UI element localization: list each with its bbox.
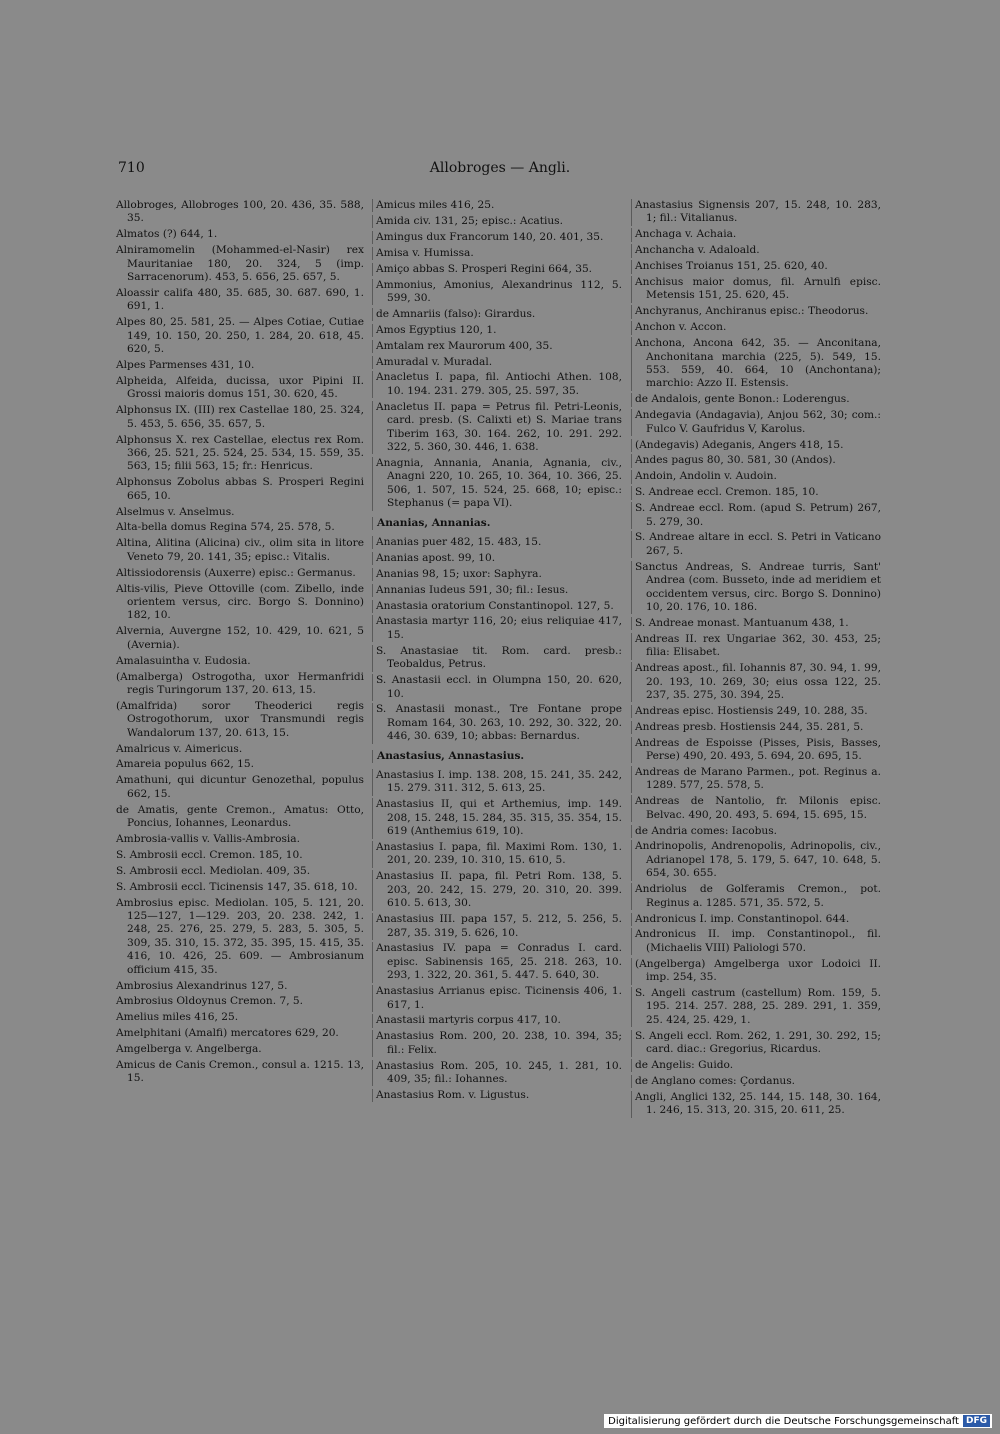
index-entry: (Angelberga) Amgelberga uxor Lodoici II. imp. 254, 35.	[631, 958, 881, 985]
index-entry: de Andalois, gente Bonon.: Loderengus.	[631, 393, 881, 406]
index-entry: Amelphitani (Amalfi) mercatores 629, 20.	[116, 1027, 339, 1040]
index-entry: Andreas de Nantolio, fr. Milonis episc. Belvac. 490, 20. 493, 5. 694, 15. 695, 15.	[631, 795, 881, 822]
index-entry: Alpes Parmenses 431, 10.	[116, 358, 255, 371]
index-entry: S. Angeli castrum (castellum) Rom. 159, 5. 195. 214. 257. 288, 25. 289. 291, 1. 359, 25. 424, 25. 429, 1.	[631, 987, 881, 1027]
index-entry: Andreas apost., fil. Iohannis 87, 30. 94, 1. 99, 20. 193, 10. 269, 30; eius ossa 122, 25. 237, 35. 275, 30. 394, 25.	[631, 662, 881, 702]
index-column-1	[116, 199, 364, 1088]
index-entry: Ananias 98, 15; uxor: Saphyra.	[372, 568, 622, 581]
index-entry: S. Anastasii monast., Tre Fontane prope Romam 164, 30. 263, 10. 292, 30. 322, 20. 446, 30. 639, 10; abbas: Bernardus.	[372, 703, 622, 743]
index-entry: de Anglano comes: Çordanus.	[631, 1075, 881, 1088]
index-entry: Angli, Anglici 132, 25. 144, 15. 148, 30. 164, 1. 246, 15. 313, 20. 315, 20. 611, 25.	[631, 1091, 881, 1118]
index-entry: (Amalfrida) soror Theoderici regis Ostrogothorum, uxor Transmundi regis Wandalorum 137, 20. 613, 15.	[116, 699, 364, 739]
index-entry: Alphonsus IX. (III) rex Castellae 180, 25. 324, 5. 453, 5. 656, 35. 657, 5.	[116, 404, 364, 430]
index-entry: Andronicus II. imp. Constantinopol., fil. (Michaelis VIII) Paliologi 570.	[631, 928, 881, 955]
index-entry: de Angelis: Guido.	[631, 1059, 881, 1072]
index-entry: Anastasius IV. papa = Conradus I. card. episc. Sabinensis 165, 25. 218. 263, 10. 293, 1. 322, 20. 361, 5. 447. 5. 640, 30.	[372, 942, 622, 982]
index-entry: (Amalberga) Ostrogotha, uxor Hermanfridi regis Turingorum 137, 20. 613, 15.	[116, 670, 364, 696]
index-entry: S. Anastasii eccl. in Olumpna 150, 20. 620, 10.	[372, 674, 622, 701]
index-entry: Ambrosius Alexandrinus 127, 5.	[116, 979, 288, 992]
index-entry: Alta-bella domus Regina 574, 25. 578, 5.	[116, 521, 335, 534]
index-entry: S. Andreae eccl. Cremon. 185, 10.	[631, 486, 881, 499]
index-entry: Altina, Alitina (Alicina) civ., olim sita in litore Veneto 79, 20. 141, 35; episc.: Vitalis.	[116, 537, 364, 563]
index-entry: Amalasuintha v. Eudosia.	[116, 654, 251, 667]
running-head: Allobroges — Angli.	[429, 160, 571, 176]
index-entry: Altissiodorensis (Auxerre) episc.: Germanus.	[116, 566, 356, 579]
index-entry: Andoin, Andolin v. Audoin.	[631, 470, 881, 483]
index-entry: (Andegavis) Adeganis, Angers 418, 15.	[631, 439, 881, 452]
index-entry: Anchyranus, Anchiranus episc.: Theodorus.	[631, 305, 881, 318]
index-entry: S. Angeli eccl. Rom. 262, 1. 291, 30. 292, 15; card. diac.: Gregorius, Ricardus.	[631, 1030, 881, 1057]
index-entry: Andreas episc. Hostiensis 249, 10. 288, 35.	[631, 705, 881, 718]
section-heading: Anastasius, Annastasius.	[372, 750, 622, 763]
index-entry: Andreas de Espoisse (Pisses, Pisis, Basses, Perse) 490, 20. 493, 5. 694, 20. 695, 15.	[631, 737, 881, 764]
index-entry: Alselmus v. Anselmus.	[116, 505, 235, 518]
section-heading: Ananias, Annanias.	[372, 517, 622, 530]
index-entry: Anchon v. Accon.	[631, 321, 881, 334]
index-entry: Anastasius Rom. 205, 10. 245, 1. 281, 10. 409, 35; fil.: Iohannes.	[372, 1060, 622, 1087]
page-number: 710	[118, 160, 145, 176]
footer-funding-notice	[604, 1414, 992, 1428]
index-entry: Anastasius Arrianus episc. Ticinensis 406, 1. 617, 1.	[372, 985, 622, 1012]
index-entry: Sanctus Andreas, S. Andreae turris, Sant' Andrea (com. Busseto, inde ad meridiem et occidentem versus, circ. Borgo S. Donnino) 10, 20. 176, 10. 186.	[631, 561, 881, 615]
index-entry: Anastasia martyr 116, 20; eius reliquiae 417, 15.	[372, 615, 622, 642]
index-entry: S. Andreae monast. Mantuanum 438, 1.	[631, 617, 881, 630]
index-entry: Andronicus I. imp. Constantinopol. 644.	[631, 913, 881, 926]
index-entry: Alvernia, Auvergne 152, 10. 429, 10. 621, 5 (Avernia).	[116, 625, 364, 651]
index-entry: Amalricus v. Aimericus.	[116, 742, 243, 755]
index-entry: Amos Egyptius 120, 1.	[372, 324, 622, 337]
index-entry: Ananias apost. 99, 10.	[372, 552, 622, 565]
index-entry: Amicus de Canis Cremon., consul a. 1215. 13, 15.	[116, 1059, 364, 1085]
index-entry: Andreas de Marano Parmen., pot. Reginus a. 1289. 577, 25. 578, 5.	[631, 766, 881, 793]
index-entry: Amelius miles 416, 25.	[116, 1011, 239, 1024]
index-entry: Ambrosius episc. Mediolan. 105, 5. 121, 20. 125—127, 1—129. 203, 20. 238. 242, 1. 248, 25. 276, 25. 279, 5. 283, 5. 305, 5. 309, 35. 310, 15. 372, 35. 395, 15. 415, 35. 416, 10. 426, 25. 609. — Ambrosianum officium 415, 35.	[116, 896, 364, 976]
index-entry: Andreas II. rex Ungariae 362, 30. 453, 25; filia: Elisabet.	[631, 633, 881, 660]
index-entry: Anchona, Ancona 642, 35. — Anconitana, Anchonitana marchia (225, 5). 549, 15. 553. 559, 40. 664, 10 (Anchontana); marchio: Azzo II. Estensis.	[631, 337, 881, 391]
index-entry: Amicus miles 416, 25.	[372, 199, 622, 212]
index-entry: Amareia populus 662, 15.	[116, 758, 254, 771]
index-entry: S. Ambrosii eccl. Cremon. 185, 10.	[116, 848, 303, 861]
index-entry: Amida civ. 131, 25; episc.: Acatius.	[372, 215, 622, 228]
index-entry: Allobroges, Allobroges 100, 20. 436, 35. 588, 35.	[116, 199, 364, 225]
index-entry: Anchancha v. Adaloald.	[631, 244, 881, 257]
index-entry: Amgelberga v. Angelberga.	[116, 1043, 262, 1056]
index-entry: Andegavia (Andagavia), Anjou 562, 30; com.: Fulco V. Gaufridus V, Karolus.	[631, 409, 881, 436]
index-entry: Anacletus I. papa, fil. Antiochi Athen. 108, 10. 194. 231. 279. 305, 25. 597, 35.	[372, 371, 622, 398]
index-entry: de Amnariis (falso): Girardus.	[372, 308, 622, 321]
index-entry: de Amatis, gente Cremon., Amatus: Otto, Poncius, Iohannes, Leonardus.	[116, 803, 364, 830]
index-entry: S. Ambrosii eccl. Ticinensis 147, 35. 618, 10.	[116, 880, 358, 893]
index-entry: Anastasii martyris corpus 417, 10.	[372, 1014, 622, 1027]
index-entry: Ambrosius Oldoynus Cremon. 7, 5.	[116, 995, 304, 1008]
index-entry: Alpes 80, 25. 581, 25. — Alpes Cotiae, Cutiae 149, 10. 150, 20. 250, 1. 284, 20. 618, 45. 620, 5.	[116, 316, 364, 356]
index-entry: Andriolus de Golferamis Cremon., pot. Reginus a. 1285. 571, 35. 572, 5.	[631, 883, 881, 910]
index-entry: Andreas presb. Hostiensis 244, 35. 281, 5.	[631, 721, 881, 734]
index-entry: Anastasius Signensis 207, 15. 248, 10. 283, 1; fil.: Vitalianus.	[631, 199, 881, 226]
index-entry: Alniramomelin (Mohammed-el-Nasir) rex Mauritaniae 180, 20. 324, 5 (imp. Sarracenorum). 453, 5. 656, 25. 657, 5.	[116, 244, 364, 284]
index-column-2	[372, 199, 622, 1105]
index-entry: Anastasius I. papa, fil. Maximi Rom. 130, 1. 201, 20. 239, 10. 310, 15. 610, 5.	[372, 841, 622, 868]
dfg-logo: DFG	[963, 1415, 990, 1427]
index-entry: S. Andreae altare in eccl. S. Petri in Vaticano 267, 5.	[631, 531, 881, 558]
index-entry: Ambrosia-vallis v. Vallis-Ambrosia.	[116, 832, 300, 845]
index-entry: Anastasia oratorium Constantinopol. 127, 5.	[372, 600, 622, 613]
index-entry: Amtalam rex Maurorum 400, 35.	[372, 340, 622, 353]
index-entry: Anchaga v. Achaia.	[631, 228, 881, 241]
index-entry: Amingus dux Francorum 140, 20. 401, 35.	[372, 231, 622, 244]
index-entry: Ananias puer 482, 15. 483, 15.	[372, 536, 622, 549]
index-entry: S. Ambrosii eccl. Mediolan. 409, 35.	[116, 864, 311, 877]
index-entry: Almatos (?) 644, 1.	[116, 228, 218, 241]
index-entry: Anchises Troianus 151, 25. 620, 40.	[631, 260, 881, 273]
index-entry: Anastasius Rom. v. Ligustus.	[372, 1089, 622, 1102]
index-entry: Anagnia, Annania, Anania, Agnania, civ., Anagni 220, 10. 265, 10. 364, 10. 366, 25. 506, 1. 507, 15. 524, 25. 668, 10; episc.: Stephanus (= papa VI).	[372, 457, 622, 511]
index-entry: Amuradal v. Muradal.	[372, 356, 622, 369]
index-entry: Amathuni, qui dicuntur Genozethal, populus 662, 15.	[116, 774, 364, 800]
index-entry: Anacletus II. papa = Petrus fil. Petri-Leonis, card. presb. (S. Calixti et) S. Mariae trans Tiberim 163, 30. 164. 262, 10. 291. 292. 322, 5. 360, 30. 446, 1. 638.	[372, 401, 622, 455]
index-entry: de Andria comes: Iacobus.	[631, 825, 881, 838]
index-entry: Altis-vilis, Pieve Ottoville (com. Zibello, inde orientem versus, circ. Borgo S. Donnino) 182, 10.	[116, 582, 364, 622]
index-entry: Alphonsus X. rex Castellae, electus rex Rom. 366, 25. 521, 25. 524, 25. 534, 15. 559, 35. 563, 15; filii 563, 15; fr.: Henricus.	[116, 433, 364, 473]
index-entry: Ammonius, Amonius, Alexandrinus 112, 5. 599, 30.	[372, 279, 622, 306]
index-entry: Alpheida, Alfeida, ducissa, uxor Pipini II. Grossi maioris domus 151, 30. 620, 45.	[116, 374, 364, 401]
index-entry: Anastasius II. papa, fil. Petri Rom. 138, 5. 203, 20. 242, 15. 279, 20. 310, 20. 399. 610. 5. 613, 30.	[372, 870, 622, 910]
index-entry: Anastasius II, qui et Arthemius, imp. 149. 208, 15. 248, 15. 284, 35. 315, 35. 354, 15. 619 (Anthemius 619, 10).	[372, 798, 622, 838]
index-entry: Anastasius I. imp. 138. 208, 15. 241, 35. 242, 15. 279. 311. 312, 5. 613, 25.	[372, 769, 622, 796]
index-entry: Anastasius III. papa 157, 5. 212, 5. 256, 5. 287, 35. 319, 5. 626, 10.	[372, 913, 622, 940]
index-entry: Anastasius Rom. 200, 20. 238, 10. 394, 35; fil.: Felix.	[372, 1030, 622, 1057]
index-column-3	[631, 199, 881, 1120]
index-entry: Annanias Iudeus 591, 30; fil.: Iesus.	[372, 584, 622, 597]
index-entry: Aloassir califa 480, 35. 685, 30. 687. 690, 1. 691, 1.	[116, 286, 364, 313]
index-entry: Andes pagus 80, 30. 581, 30 (Andos).	[631, 454, 881, 467]
index-entry: Anchisus maior domus, fil. Arnulfi episc. Metensis 151, 25. 620, 45.	[631, 276, 881, 303]
index-entry: Amisa v. Humissa.	[372, 247, 622, 260]
index-entry: Alphonsus Zobolus abbas S. Prosperi Regini 665, 10.	[116, 476, 364, 502]
index-entry: Amiço abbas S. Prosperi Regini 664, 35.	[372, 263, 622, 276]
index-entry: Andrinopolis, Andrenopolis, Adrinopolis, civ., Adrianopel 178, 5. 179, 5. 647, 10. 648, 5. 654, 30. 655.	[631, 840, 881, 880]
footer-text: Digitalisierung gefördert durch die Deutsche Forschungsgemeinschaft	[608, 1415, 959, 1427]
index-entry: S. Andreae eccl. Rom. (apud S. Petrum) 267, 5. 279, 30.	[631, 502, 881, 529]
index-entry: S. Anastasiae tit. Rom. card. presb.: Teobaldus, Petrus.	[372, 645, 622, 672]
